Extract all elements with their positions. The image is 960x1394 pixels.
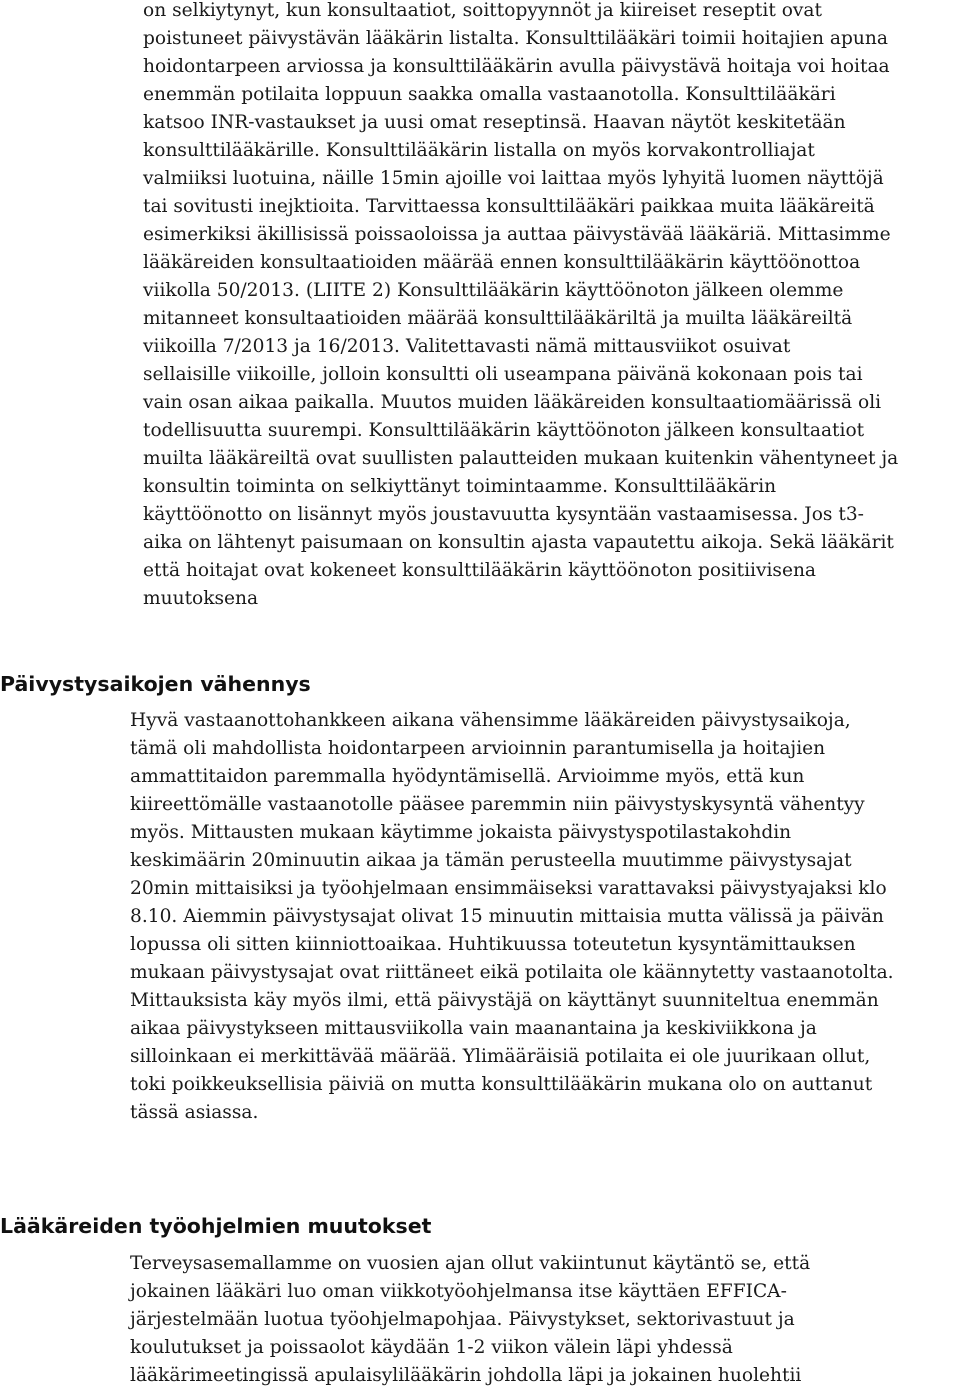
text-line: viikolla 50/2013. (LIITE 2) Konsulttilääkärin käyttöönoton jälkeen olemme: [143, 280, 844, 301]
text-line: on selkiytynyt, kun konsultaatiot, soittopyynnöt ja kiireiset reseptit ovat: [143, 0, 822, 21]
text-line: hoidontarpeen arviossa ja konsulttilääkärin avulla päivystävä hoitaja voi hoitaa: [143, 56, 890, 77]
text-line: mitanneet konsultaatioiden määrää konsulttilääkäriltä ja muilta lääkäreiltä: [143, 308, 853, 329]
text-line: toki poikkeuksellisia päiviä on mutta konsulttilääkärin mukana olo on auttanut: [130, 1074, 873, 1095]
text-line: käyttöönotto on lisännyt myös joustavuutta kysyntään vastaamisessa. Jos t3-: [143, 504, 864, 525]
text-line: tai sovitusti inejktioita. Tarvittaessa konsulttilääkäri paikkaa muita lääkäreitä: [143, 196, 875, 217]
text-line: mukaan päivystysajat ovat riittäneet eikä potilaita ole käännytetty vastaanotolta.: [130, 962, 894, 983]
text-line: koulutukset ja poissaolot käydään 1-2 viikon välein läpi yhdessä: [130, 1337, 733, 1358]
text-line: jokainen lääkäri luo oman viikkotyöohjelmansa itse käyttäen EFFICA-: [130, 1281, 787, 1302]
text-line: järjestelmään luotua työohjelmapohjaa. Päivystykset, sektorivastuut ja: [130, 1309, 795, 1330]
text-line: muutoksena: [143, 588, 259, 609]
text-line: muilta lääkäreiltä ovat suullisten palautteiden mukaan kuitenkin vähentyneet ja: [143, 448, 899, 469]
text-line: että hoitajat ovat kokeneet konsulttilääkärin käyttöönoton positiivisena: [143, 560, 817, 581]
text-line: viikoilla 7/2013 ja 16/2013. Valitettavasti nämä mittausviikot osuivat: [143, 336, 791, 357]
text-line: lopussa oli sitten kiinniottoaikaa. Huhtikuussa toteutetun kysyntämittauksen: [130, 934, 856, 955]
text-line: poistuneet päivystävän lääkärin listalta. Konsulttilääkäri toimii hoitajien apuna: [143, 28, 888, 49]
text-line: keskimäärin 20minuutin aikaa ja tämän perusteella muutimme päivystysajat: [130, 850, 852, 871]
text-line: konsultin toiminta on selkiyttänyt toimintaamme. Konsulttilääkärin: [143, 476, 777, 497]
text-line: silloinkaan ei merkittävää määrää. Ylimääräisiä potilaita ei ole juurikaan ollut,: [130, 1046, 871, 1067]
text-line: todellisuutta suurempi. Konsulttilääkärin käyttöönoton jälkeen konsultaatiot: [143, 420, 865, 441]
text-line: valmiiksi luotuina, näille 15min ajoille voi laittaa myös lyhyitä luomen näyttöjä: [143, 168, 884, 189]
text-line: sellaisille viikoille, jolloin konsultti oli useampana päivänä kokonaan pois tai: [143, 364, 863, 385]
text-line: lääkärimeetingissä apulaisylilääkärin johdolla läpi ja jokainen huolehtii: [130, 1365, 802, 1386]
section-heading-paivystysaikojen-vahennys: Päivystysaikojen vähennys: [0, 672, 311, 696]
text-line: myös. Mittausten mukaan käytimme jokaista päivystyspotilastakohdin: [130, 822, 792, 843]
text-line: 20min mittaisiksi ja työohjelmaan ensimmäiseksi varattavaksi päivystyajaksi klo: [130, 878, 887, 899]
text-line: 8.10. Aiemmin päivystysajat olivat 15 minuutin mittaisia mutta välissä ja päivän: [130, 906, 884, 927]
text-line: konsulttilääkärille. Konsulttilääkärin listalla on myös korvakontrolliajat: [143, 140, 815, 161]
text-line: lääkäreiden konsultaatioiden määrää ennen konsulttilääkärin käyttöönottoa: [143, 252, 861, 273]
text-line: tässä asiassa.: [130, 1102, 259, 1123]
text-line: katsoo INR-vastaukset ja uusi omat reseptinsä. Haavan näytöt keskitetään: [143, 112, 846, 133]
text-line: Terveysasemallamme on vuosien ajan ollut vakiintunut käytäntö se, että: [130, 1253, 811, 1274]
text-line: kiireettömälle vastaanotolle pääsee paremmin niin päivystyskysyntä vähentyy: [130, 794, 865, 815]
text-line: tämä oli mahdollista hoidontarpeen arvioinnin parantumisella ja hoitajien: [130, 738, 826, 759]
section-heading-laakareiden-tyoohjelmien-muutokset: Lääkäreiden työohjelmien muutokset: [0, 1214, 432, 1238]
text-line: esimerkiksi äkillisissä poissaoloissa ja auttaa päivystävää lääkäriä. Mittasimme: [143, 224, 891, 245]
text-line: ammattitaidon paremmalla hyödyntämisellä. Arvioimme myös, että kun: [130, 766, 805, 787]
text-line: vain osan aikaa paikalla. Muutos muiden lääkäreiden konsultaatiomäärissä oli: [143, 392, 882, 413]
text-line: Hyvä vastaanottohankkeen aikana vähensimme lääkäreiden päivystysaikoja,: [130, 710, 851, 731]
text-line: Mittauksista käy myös ilmi, että päivystäjä on käyttänyt suunniteltua enemmän: [130, 990, 879, 1011]
text-line: aika on lähtenyt paisumaan on konsultin ajasta vapautettu aikoja. Sekä lääkärit: [143, 532, 894, 553]
text-line: enemmän potilaita loppuun saakka omalla vastaanotolla. Konsulttilääkäri: [143, 84, 836, 105]
text-line: aikaa päivystykseen mittausviikolla vain maanantaina ja keskiviikkona ja: [130, 1018, 817, 1039]
